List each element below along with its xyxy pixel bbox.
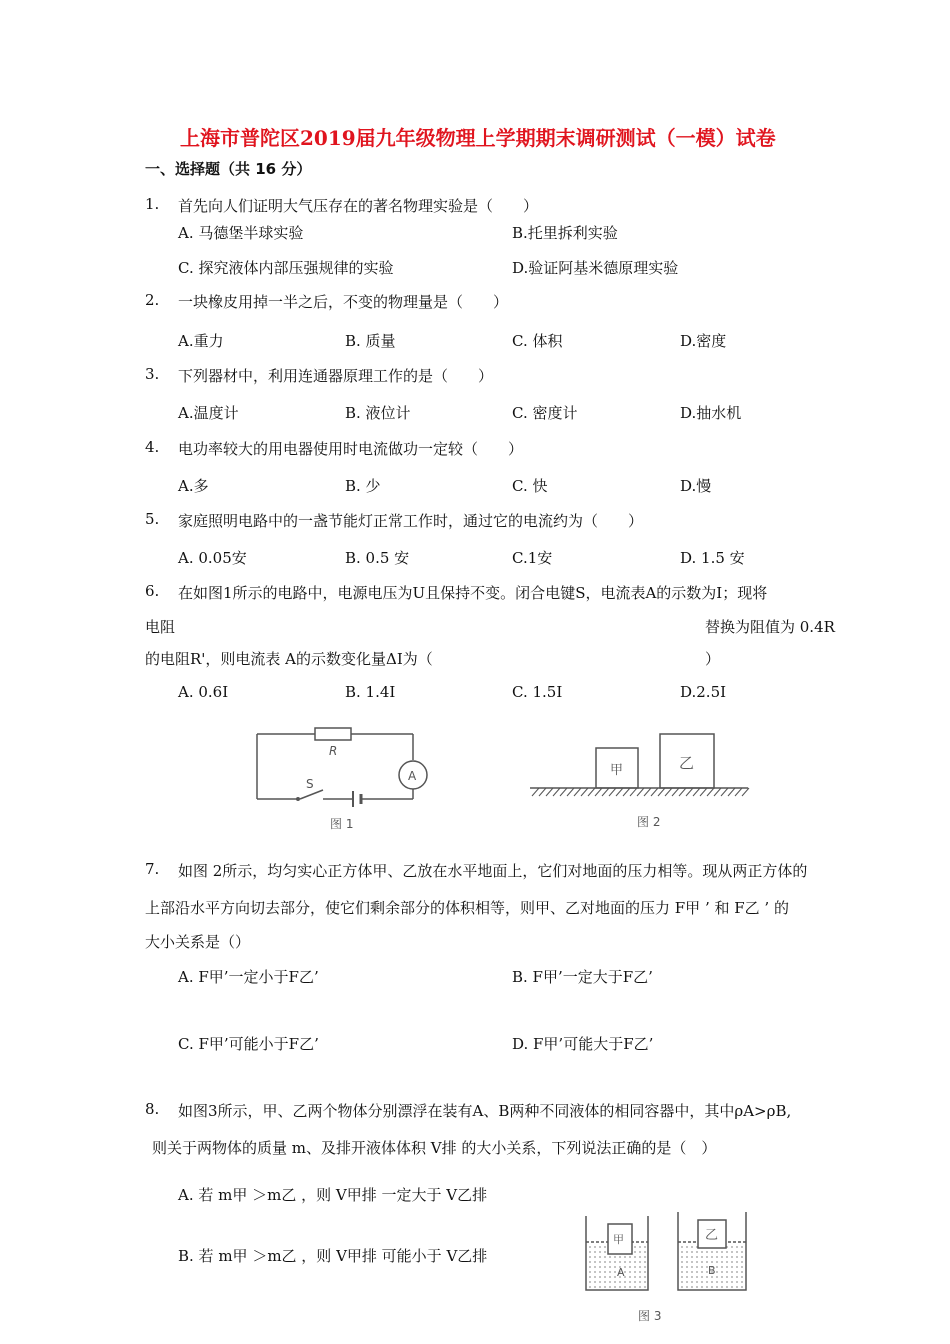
question-3-option-d: D.抽水机 (680, 404, 742, 422)
question-6-line-2a: 电阻 (145, 618, 176, 636)
question-4-option-b: B. 少 (345, 477, 381, 495)
question-6-option-c: C. 1.5I (512, 683, 563, 701)
label-r: R (329, 744, 338, 758)
question-3-stem: 下列器材中，利用连通器原理工作的是（ ） (178, 367, 494, 385)
figure-1-circuit (250, 722, 430, 837)
question-7-option-b: B. F甲’一定大于F乙’ (512, 968, 653, 986)
question-7-option-a: A. F甲’一定小于F乙’ (178, 968, 319, 986)
question-1-number: 1. (145, 195, 160, 213)
question-4-option-c: C. 快 (512, 477, 548, 495)
question-7-line-1: 如图 2所示，均匀实心正方体甲、乙放在水平地面上，它们对地面的压力相等。现从两正方体的 (178, 862, 808, 880)
question-6-number: 6. (145, 582, 160, 600)
figure-2-caption: 图 2 (637, 815, 661, 829)
label-yi: 乙 (705, 1228, 719, 1243)
question-8-line-1: 如图3所示，甲、乙两个物体分别漂浮在装有A、B两种不同液体的相同容器中，其中ρA>ρB, (178, 1102, 792, 1120)
question-7-option-d: D. F甲’可能大于F乙’ (512, 1035, 654, 1053)
question-3-number: 3. (145, 365, 160, 383)
question-4-stem: 电功率较大的用电器使用时电流做功一定较（ ） (178, 440, 524, 458)
resistor-r (315, 728, 351, 740)
question-7-option-c: C. F甲’可能小于F乙’ (178, 1035, 319, 1053)
question-8-line-2: 则关于两物体的质量 m、及排开液体体积 V排 的大小关系，下列说法正确的是（ ） (152, 1139, 717, 1157)
label-liquid-a: A (617, 1266, 625, 1279)
question-2-option-d: D.密度 (680, 332, 727, 350)
question-4-option-a: A.多 (178, 477, 209, 495)
question-5-option-d: D. 1.5 安 (680, 549, 745, 567)
figure-3-containers (580, 1208, 760, 1333)
question-2-option-c: C. 体积 (512, 332, 563, 350)
question-5-option-c: C.1安 (512, 549, 553, 567)
question-4-option-d: D.慢 (680, 477, 712, 495)
question-5-stem: 家庭照明电路中的一盏节能灯正常工作时，通过它的电流约为（ ） (178, 512, 644, 530)
question-1-option-d: D.验证阿基米德原理实验 (512, 259, 679, 277)
question-7-line-2: 上部沿水平方向切去部分，使它们剩余部分的体积相等，则甲、乙对地面的压力 F甲 ’ 和 F乙 ’ 的 (145, 899, 789, 917)
question-6-line-1: 在如图1所示的电路中，电源电压为U且保持不变。闭合电键S，电流表A的示数为I；现将 (178, 584, 768, 602)
question-8-option-b: B. 若 m甲 ＞m乙 ，则 V甲排 可能小于 V乙排 (178, 1247, 488, 1265)
question-6-option-b: B. 1.4I (345, 683, 396, 701)
switch-s (300, 790, 323, 799)
question-4-number: 4. (145, 438, 160, 456)
figure-1-caption: 图 1 (330, 817, 354, 831)
question-2-number: 2. (145, 291, 160, 309)
question-6-line-2b: 替换为阻值为 0.4R (705, 618, 835, 636)
label-a: A (408, 769, 417, 783)
question-1-option-c: C. 探究液体内部压强规律的实验 (178, 259, 394, 277)
question-7-number: 7. (145, 860, 160, 878)
label-liquid-b: B (708, 1264, 716, 1277)
label-jia: 甲 (613, 1233, 624, 1246)
question-5-number: 5. (145, 510, 160, 528)
figure-3-caption: 图 3 (638, 1309, 662, 1323)
question-8-number: 8. (145, 1100, 160, 1118)
question-2-option-b: B. 质量 (345, 332, 396, 350)
section-heading: 一、选择题（共 16 分） (145, 160, 312, 178)
question-6-option-a: A. 0.6I (178, 683, 229, 701)
question-5-option-b: B. 0.5 安 (345, 549, 410, 567)
question-6-line-3a: 的电阻R'，则电流表 A的示数变化量ΔI为（ (145, 650, 433, 668)
question-2-option-a: A.重力 (178, 332, 224, 350)
label-yi: 乙 (679, 754, 695, 772)
question-8-option-a: A. 若 m甲 ＞m乙 ，则 V甲排 一定大于 V乙排 (178, 1186, 488, 1204)
question-1-stem: 首先向人们证明大气压存在的著名物理实验是（ ） (178, 197, 539, 215)
label-s: S (306, 777, 314, 791)
question-6-line-3b: ） (705, 650, 721, 668)
question-6-option-d: D.2.5I (680, 683, 727, 701)
question-5-option-a: A. 0.05安 (178, 549, 247, 567)
question-3-option-c: C. 密度计 (512, 404, 578, 422)
figure-2-cubes (530, 728, 750, 836)
question-1-option-b: B.托里拆利实验 (512, 224, 618, 242)
page-title: 上海市普陀区2019届九年级物理上学期期末调研测试（一模）试卷 (180, 126, 776, 150)
question-7-line-3: 大小关系是（） (145, 933, 251, 951)
question-1-option-a: A. 马德堡半球实验 (178, 224, 304, 242)
question-3-option-a: A.温度计 (178, 404, 239, 422)
label-jia: 甲 (610, 763, 624, 778)
question-3-option-b: B. 液位计 (345, 404, 411, 422)
question-2-stem: 一块橡皮用掉一半之后，不变的物理量是（ ） (178, 293, 509, 311)
